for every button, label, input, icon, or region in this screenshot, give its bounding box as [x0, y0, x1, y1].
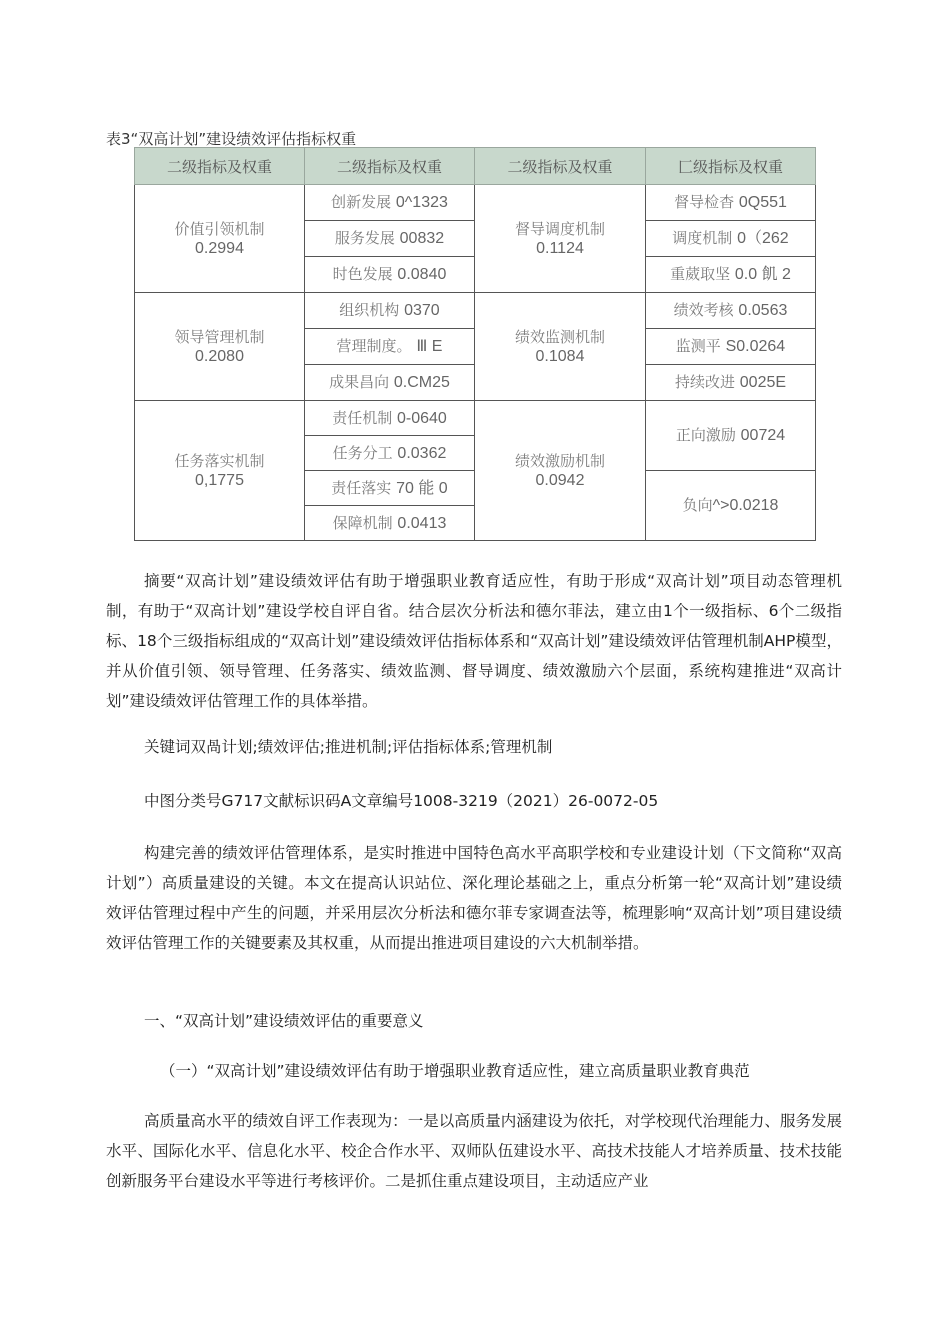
indicator-weight: 00832	[399, 230, 445, 247]
indicator-weight: 0.0 飢 2	[734, 266, 791, 283]
indicator-name: 责任落实	[331, 478, 392, 497]
indicator-weight: 0.0942	[535, 471, 585, 489]
indicator-weight: 0.2994	[195, 239, 244, 257]
indicator-weight: Ⅲ E	[416, 338, 443, 355]
indicator-weight: 0-0640	[396, 409, 447, 427]
indicator-name: 营理制度。	[336, 337, 412, 355]
level2-indicator-cell	[475, 185, 646, 293]
indicator-weight: ^>0.0218	[712, 497, 779, 514]
table-row	[135, 401, 816, 436]
indicator-weight: 0.2080	[195, 347, 244, 365]
level3-indicator-cell	[305, 185, 475, 221]
header-cell: 二级指标及权重	[305, 148, 475, 185]
indicator-weight: 0025E	[739, 374, 787, 391]
indicator-name: 责任机制	[332, 408, 393, 427]
indicator-name: 组织机构	[339, 301, 400, 319]
level3-indicator-cell	[646, 293, 816, 329]
indicator-name: 监测平	[675, 337, 721, 355]
indicator-weight-table	[134, 147, 816, 541]
indicator-weight: 0.1124	[536, 239, 584, 257]
indicator-weight: 0370	[404, 302, 440, 319]
level3-indicator-cell	[646, 185, 816, 221]
indicator-weight: 0.0840	[397, 266, 447, 283]
indicator-weight: 0.CM25	[393, 374, 450, 391]
level3-indicator-cell	[305, 221, 475, 257]
indicator-name: 时色发展	[332, 265, 393, 283]
indicator-name: 绩效监测机制	[514, 327, 605, 346]
header-cell: 二级指标及权重	[135, 148, 305, 185]
level3-indicator-cell	[646, 221, 816, 257]
indicator-name: 价值引领机制	[174, 219, 265, 238]
indicator-name: 正向激励	[675, 426, 736, 444]
indicator-name: 服务发展	[334, 229, 395, 247]
table-caption: 表3“双高计划”建设绩效评估指标权重	[106, 130, 357, 148]
level2-indicator-cell	[475, 401, 646, 541]
level3-indicator-cell	[305, 471, 475, 506]
level3-indicator-cell	[305, 401, 475, 436]
indicator-weight: 0^1323	[395, 194, 448, 211]
indicator-name: 持续改进	[674, 373, 735, 391]
indicator-weight: 0.0413	[397, 514, 447, 532]
level3-indicator-cell	[305, 506, 475, 541]
indicator-name: 督导检杳	[674, 193, 735, 211]
indicator-name: 任务分工	[332, 443, 393, 462]
level3-indicator-cell	[305, 329, 475, 365]
table-row	[135, 293, 816, 329]
header-cell: 二级指标及权重	[475, 148, 646, 185]
abstract-paragraph: 摘要“双高计划”建设绩效评估有助于增强职业教育适应性，有助于形成“双高计划”项目动态管理机制，有助于“双高计划”建设学校自评自省。结合层次分析法和德尔菲法，建立由1个一级指标、6个二级指标、18个三级指标组成的“双高计划”建设绩效评估指标体系和“双高计划”建设绩效评估管理机制AHP模型，并从价值引领、领导管理、任务落实、绩效监测、督导调度、绩效激励六个层面，系统构建推进“双高计划”建设绩效评估管理工作的具体举措。	[106, 572, 842, 710]
intro-paragraph: 构建完善的绩效评估管理体系，是实时推进中国特色高水平高职学校和专业建设计划（下文简称“双高计划”）高质量建设的关键。本文在提高认识站位、深化理论基础之上，重点分析第一轮“双高计划”建设绩效评估管理过程中产生的问题，并采用层次分析法和德尔菲专家调查法等，梳理影响“双高计划”项目建设绩效评估管理工作的关键要素及其权重，从而提出推进项目建设的六大机制举措。	[106, 844, 842, 952]
level3-indicator-cell	[646, 329, 816, 365]
indicator-name: 绩效激励机制	[514, 451, 605, 470]
table-header-row	[135, 148, 816, 185]
subsection-heading: （一）“双高计划”建设绩效评估有助于增强职业教育适应性，建立高质量职业教育典范	[160, 1062, 750, 1080]
level2-indicator-cell	[475, 293, 646, 401]
level3-indicator-cell	[646, 401, 816, 471]
level2-indicator-cell	[135, 293, 305, 401]
level3-indicator-cell	[305, 436, 475, 471]
indicator-name: 负向	[682, 496, 713, 514]
section-heading: 一、“双高计划”建设绩效评估的重要意义	[144, 1012, 424, 1030]
indicator-name: 保障机制	[332, 513, 393, 532]
level3-indicator-cell	[305, 293, 475, 329]
keywords-line: 关键词双咼计划;绩效评估;推进机制;评估指标体系;管理机制	[144, 738, 553, 756]
indicator-name: 调度机制	[672, 229, 733, 247]
level3-indicator-cell	[305, 257, 475, 293]
indicator-name: 任务落实机制	[174, 451, 265, 470]
indicator-weight: 0.0563	[738, 302, 788, 319]
indicator-name: 成果昌向	[329, 373, 390, 391]
indicator-weight: 00724	[740, 427, 786, 444]
classification-line: 中图分类号G717文献标识码A文章编号1008-3219（2021）26-0072-05	[144, 792, 659, 810]
body-paragraph: 高质量高水平的绩效自评工作表现为：一是以高质量内涵建设为依托，对学校现代治理能力、服务发展水平、国际化水平、信息化水平、校企合作水平、双师队伍建设水平、高技术技能人才培养质量、技术技能创新服务平台建设水平等进行考核评价。二是抓住重点建设项目，主动适应产业	[106, 1112, 842, 1190]
indicator-name: 领导管理机制	[174, 327, 265, 346]
indicator-weight: 0（262	[737, 230, 789, 247]
level2-indicator-cell	[135, 401, 305, 541]
level3-indicator-cell	[646, 471, 816, 541]
indicator-name: 绩效考核	[673, 301, 734, 319]
level2-indicator-cell	[135, 185, 305, 293]
level3-indicator-cell	[646, 365, 816, 401]
indicator-weight: S0.0264	[725, 338, 786, 355]
indicator-name: 督导调度机制	[514, 219, 605, 238]
indicator-name: 重葳取坚	[670, 265, 731, 283]
level3-indicator-cell	[305, 365, 475, 401]
indicator-weight: 0.1084	[535, 347, 585, 365]
indicator-name: 创新发展	[331, 193, 392, 211]
indicator-weight: 0.0362	[397, 444, 447, 462]
indicator-weight: 0Q551	[738, 194, 787, 211]
table-row	[135, 185, 816, 221]
level3-indicator-cell	[646, 257, 816, 293]
header-cell: 匚级指标及权重	[646, 148, 816, 185]
indicator-weight: 0,1775	[195, 471, 244, 489]
indicator-weight: 70 能 0	[396, 479, 448, 497]
